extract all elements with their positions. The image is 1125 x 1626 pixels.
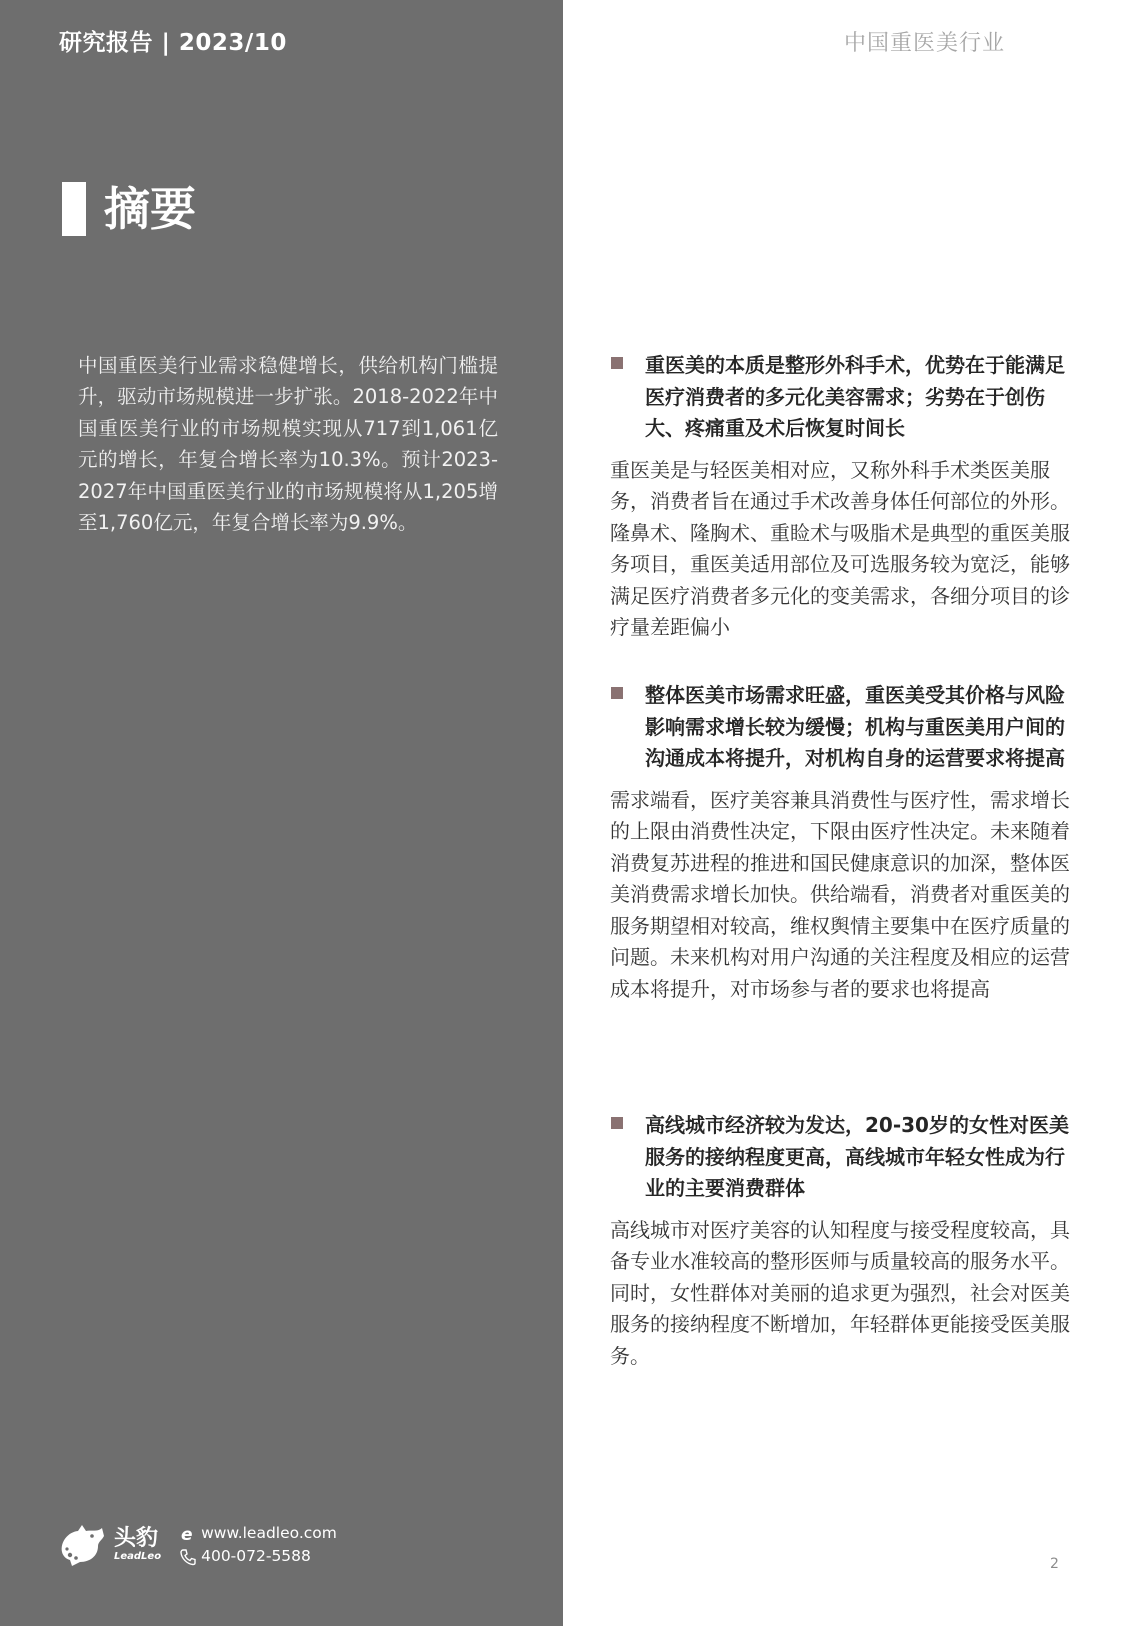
point-body-text: 高线城市对医疗美容的认知程度与接受程度较高，具备专业水准较高的整形医师与质量较高的服务水平。同时，女性群体对美丽的追求更为强烈，社会对医美服务的接纳程度不断增加，年轻群体更能接受医美服务。 xyxy=(610,1217,1070,1368)
contact-info xyxy=(179,1522,337,1568)
point-body-text: 重医美是与轻医美相对应，又称外科手术类医美服务，消费者旨在通过手术改善身体任何部位的外形。隆鼻术、隆胸术、重睑术与吸脂术是典型的重医美服务项目，重医美适用部位及可选服务较为宽泛，能够满足医疗消费者多元化的变美需求，各细分项目的诊疗量差距偏小 xyxy=(610,457,1070,639)
logo-cn: 头豹 xyxy=(114,1526,159,1551)
logo-en: LeadLeo xyxy=(114,1551,162,1562)
point-heading-text: 整体医美市场需求旺盛，重医美受其价格与风险影响需求增长较为缓慢；机构与重医美用户间的沟通成本将提升，对机构自身的运营要求将提高 xyxy=(645,683,1065,770)
summary-text: 中国重医美行业需求稳健增长，供给机构门槛提升，驱动市场规模进一步扩张。2018-2022年中国重医美行业的市场规模实现从717到1,061亿元的增长，年复合增长率为10.3%。预计2023-2027年中国重医美行业的市场规模将从1,205增至1,760亿元，年复合增长率为9.9%。 xyxy=(78,354,498,535)
svg-text:e: e xyxy=(181,1524,193,1543)
report-tag: 研究报告 | 2023/10 xyxy=(59,30,287,56)
phone-number: 400-072-5588 xyxy=(201,1547,311,1565)
page-title: 摘要 xyxy=(104,182,196,236)
point-heading xyxy=(610,1110,1070,1205)
phone-icon xyxy=(179,1548,197,1566)
footer-branding xyxy=(58,1520,337,1570)
key-point xyxy=(610,1110,1070,1372)
square-bullet-icon xyxy=(611,357,623,369)
website-row[interactable] xyxy=(179,1522,337,1545)
section-title xyxy=(62,182,196,236)
point-body-text: 需求端看，医疗美容兼具消费性与医疗性，需求增长的上限由消费性决定，下限由医疗性决定。未来随着消费复苏进程的推进和国民健康意识的加深，整体医美消费需求增长加快。供给端看，消费者对重医美的服务期望相对较高，维权舆情主要集中在医疗质量的问题。未来机构对用户沟通的关注程度及相应的运营成本将提升，对市场参与者的要求也将提高 xyxy=(610,787,1070,1001)
leopard-logo-icon xyxy=(58,1522,106,1568)
square-bullet-icon xyxy=(611,1117,623,1129)
title-accent-bar xyxy=(62,182,86,236)
phone-row xyxy=(179,1545,337,1568)
square-bullet-icon xyxy=(611,687,623,699)
website-link[interactable]: www.leadleo.com xyxy=(201,1524,337,1542)
point-heading-text: 高线城市经济较为发达，20-30岁的女性对医美服务的接纳程度更高，高线城市年轻女性成为行业的主要消费群体 xyxy=(645,1113,1069,1200)
ie-browser-icon xyxy=(179,1525,197,1543)
logo-wordmark xyxy=(114,1527,161,1563)
industry-name: 中国重医美行业 xyxy=(843,31,1005,56)
point-heading-text: 重医美的本质是整形外科手术，优势在于能满足医疗消费者的多元化美容需求；劣势在于创伤大、疼痛重及术后恢复时间长 xyxy=(645,353,1065,440)
point-heading xyxy=(610,350,1070,445)
page-number: 2 xyxy=(1050,1556,1059,1572)
key-point xyxy=(610,680,1070,1005)
key-point xyxy=(610,350,1070,644)
point-heading xyxy=(610,680,1070,775)
